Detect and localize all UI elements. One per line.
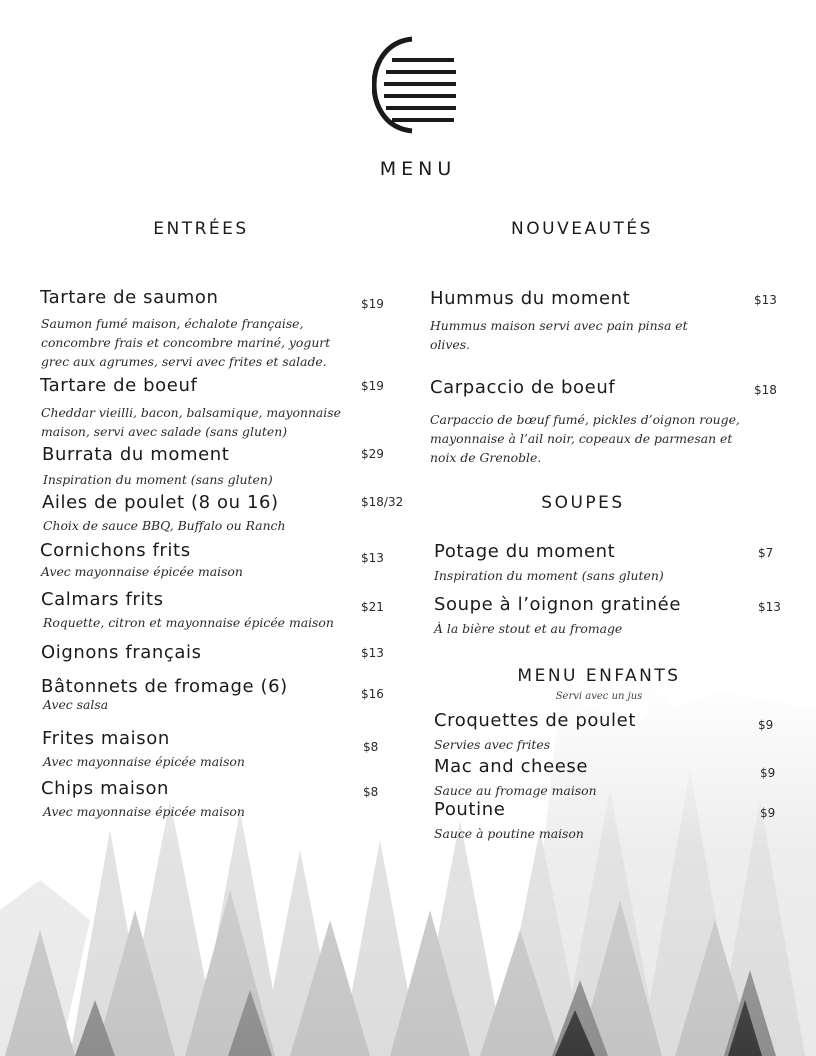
menu-item-price: $9 (758, 718, 774, 732)
description-line: Saumon fumé maison, échalote française, (41, 316, 304, 331)
section-title-entrees: ENTRÉES (153, 219, 249, 239)
menu-item-price: $19 (361, 297, 384, 311)
menu-item-name: Ailes de poulet (8 ou 16) (42, 492, 279, 513)
section-title-nouveautes: NOUVEAUTÉS (511, 219, 653, 239)
menu-item-name: Bâtonnets de fromage (6) (41, 676, 288, 697)
menu-item-name: Calmars frits (41, 589, 164, 610)
menu-item-description (430, 316, 688, 354)
menu-item-price: $29 (361, 447, 384, 461)
menu-item-price: $13 (758, 600, 781, 614)
menu-item-price: $19 (361, 379, 384, 393)
menu-item-name: Burrata du moment (42, 444, 230, 465)
menu-item-description (43, 470, 273, 489)
menu-item-name: Hummus du moment (430, 288, 631, 309)
menu-item-price: $13 (361, 551, 384, 565)
menu-item-description (43, 802, 245, 821)
description-line: Inspiration du moment (sans gluten) (434, 568, 664, 583)
description-line: Cheddar vieilli, bacon, balsamique, mayonnaise (41, 405, 341, 420)
description-line: maison, servi avec salade (sans gluten) (41, 424, 288, 439)
menu-item-description (41, 314, 330, 371)
description-line: concombre frais et concombre mariné, yogurt (41, 335, 331, 350)
menu-item-description (43, 752, 245, 771)
menu-item-price: $13 (361, 646, 384, 660)
menu-item-name: Cornichons frits (40, 540, 191, 561)
menu-item-price: $16 (361, 687, 384, 701)
menu-item-price: $21 (361, 600, 384, 614)
kids-menu-note: Servi avec un jus (555, 691, 643, 702)
description-line: Choix de sauce BBQ, Buffalo ou Ranch (43, 518, 286, 533)
menu-item-name: Chips maison (41, 778, 170, 799)
menu-item-price: $13 (754, 293, 777, 307)
description-line: Inspiration du moment (sans gluten) (43, 472, 273, 487)
menu-item-price: $7 (758, 546, 774, 560)
menu-item-name: Tartare de saumon (40, 287, 219, 308)
description-line: mayonnaise à l’ail noir, copeaux de parmesan et (430, 431, 733, 446)
menu-item-name: Oignons français (41, 642, 202, 663)
menu-item-price: $9 (760, 766, 776, 780)
menu-item-description (41, 562, 243, 581)
menu-item-description (434, 735, 550, 754)
menu-item-name: Soupe à l’oignon gratinée (434, 594, 682, 615)
menu-item-price: $8 (363, 785, 379, 799)
menu-item-name: Croquettes de poulet (434, 710, 636, 731)
description-line: grec aux agrumes, servi avec frites et salade. (41, 354, 327, 369)
menu-item-description (434, 566, 664, 585)
description-line: Roquette, citron et mayonnaise épicée maison (43, 615, 334, 630)
menu-item-price: $8 (363, 740, 379, 754)
page-title: MENU (379, 158, 457, 180)
description-line: Avec mayonnaise épicée maison (43, 804, 245, 819)
description-line: olives. (430, 337, 471, 352)
menu-item-price: $9 (760, 806, 776, 820)
menu-item-price: $18 (754, 383, 777, 397)
section-title-soupes: SOUPES (541, 493, 625, 513)
menu-item-description (43, 613, 334, 632)
description-line: À la bière stout et au fromage (434, 621, 623, 636)
description-line: noix de Grenoble. (430, 450, 542, 465)
description-line: Avec salsa (43, 697, 109, 712)
menu-item-name: Poutine (434, 799, 506, 820)
description-line: Carpaccio de bœuf fumé, pickles d’oignon rouge, (430, 412, 740, 427)
menu-item-name: Carpaccio de boeuf (430, 377, 616, 398)
menu-item-description (434, 619, 622, 638)
menu-item-price: $18/32 (361, 495, 404, 509)
menu-item-name: Frites maison (42, 728, 170, 749)
description-line: Avec mayonnaise épicée maison (43, 754, 245, 769)
description-line: Avec mayonnaise épicée maison (41, 564, 243, 579)
menu-item-name: Tartare de boeuf (40, 375, 198, 396)
description-line: Hummus maison servi avec pain pinsa et (430, 318, 688, 333)
section-title-menu-enfants: MENU ENFANTS (517, 666, 681, 686)
description-line: Sauce à poutine maison (434, 826, 584, 841)
menu-item-name: Potage du moment (434, 541, 616, 562)
menu-item-description (43, 516, 285, 535)
menu-item-description (43, 695, 108, 714)
menu-item-description (430, 410, 740, 467)
menu-item-description (41, 403, 341, 441)
menu-item-description (434, 781, 597, 800)
description-line: Sauce au fromage maison (434, 783, 597, 798)
menu-item-description (434, 824, 584, 843)
menu-item-name: Mac and cheese (434, 756, 589, 777)
description-line: Servies avec frites (434, 737, 551, 752)
